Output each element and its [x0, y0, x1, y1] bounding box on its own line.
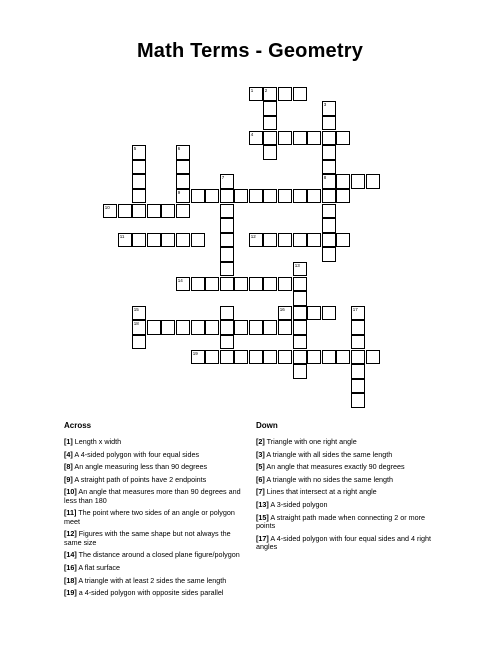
- grid-cell[interactable]: [278, 189, 293, 204]
- grid-cell[interactable]: [191, 277, 206, 292]
- grid-cell[interactable]: [336, 350, 351, 365]
- grid-cell[interactable]: [147, 320, 162, 335]
- clue-number-label: [17]: [256, 533, 269, 543]
- across-clue: [64, 564, 244, 572]
- clue-text: An angle that measures exactly 90 degrees: [264, 462, 405, 472]
- clue-number: 3: [323, 102, 327, 108]
- grid-cell[interactable]: [234, 320, 249, 335]
- clue-number: 8: [323, 175, 327, 181]
- grid-cell[interactable]: [220, 262, 235, 277]
- clue-number: 9: [177, 189, 181, 195]
- down-clue: [256, 463, 436, 471]
- grid-cell[interactable]: [351, 335, 366, 350]
- grid-cell[interactable]: [161, 320, 176, 335]
- grid-cell[interactable]: [322, 233, 337, 248]
- down-clue: [256, 451, 436, 459]
- across-clue: [64, 551, 244, 559]
- grid-cell[interactable]: [132, 160, 147, 175]
- clue-number: 1: [250, 87, 254, 93]
- grid-cell[interactable]: [307, 350, 322, 365]
- grid-cell[interactable]: [278, 87, 293, 102]
- clue-text: A 4-sided polygon with four equal sides and 4 right angles: [256, 533, 432, 551]
- clue-number: 18: [133, 321, 139, 327]
- grid-cell[interactable]: [249, 189, 264, 204]
- grid-cell[interactable]: [278, 131, 293, 146]
- grid-cell[interactable]: [293, 233, 308, 248]
- grid-cell[interactable]: [366, 174, 381, 189]
- clue-text: The distance around a closed plane figure/polygon: [76, 550, 240, 560]
- grid-cell[interactable]: [176, 174, 191, 189]
- grid-cell[interactable]: [132, 204, 147, 219]
- across-clue: [64, 451, 244, 459]
- grid-cell[interactable]: [263, 145, 278, 160]
- grid-cell[interactable]: [322, 116, 337, 131]
- clue-number: 13: [294, 262, 300, 268]
- grid-cell[interactable]: [191, 233, 206, 248]
- clue-number: 10: [104, 204, 110, 210]
- grid-cell[interactable]: [147, 233, 162, 248]
- grid-cell[interactable]: [278, 233, 293, 248]
- clue-text: A triangle with all sides the same length: [264, 449, 393, 459]
- grid-cell[interactable]: [336, 174, 351, 189]
- grid-cell[interactable]: [322, 306, 337, 321]
- grid-cell[interactable]: [220, 247, 235, 262]
- grid-cell[interactable]: [263, 87, 278, 102]
- down-clue: [256, 514, 436, 531]
- clue-number-label: [15]: [256, 512, 269, 522]
- grid-cell[interactable]: [293, 306, 308, 321]
- grid-cell[interactable]: [307, 233, 322, 248]
- grid-cell[interactable]: [263, 320, 278, 335]
- grid-cell[interactable]: [176, 277, 191, 292]
- grid-cell[interactable]: [351, 174, 366, 189]
- clue-text: A triangle with at least 2 sides the same length: [76, 575, 227, 585]
- grid-cell[interactable]: [263, 277, 278, 292]
- clue-text: a 4-sided polygon with opposite sides parallel: [76, 588, 224, 598]
- grid-cell[interactable]: [205, 350, 220, 365]
- grid-cell[interactable]: [220, 204, 235, 219]
- clue-text: A straight path of points have 2 endpoints: [72, 474, 207, 484]
- grid-cell[interactable]: [220, 335, 235, 350]
- grid-cell[interactable]: [263, 189, 278, 204]
- grid-cell[interactable]: [234, 350, 249, 365]
- clue-number: 12: [250, 233, 256, 239]
- grid-cell[interactable]: [118, 233, 133, 248]
- grid-cell[interactable]: [191, 320, 206, 335]
- grid-cell[interactable]: [322, 174, 337, 189]
- grid-cell[interactable]: [322, 160, 337, 175]
- grid-cell[interactable]: [205, 320, 220, 335]
- across-clue: [64, 476, 244, 484]
- grid-cell[interactable]: [278, 320, 293, 335]
- grid-cell[interactable]: [307, 306, 322, 321]
- grid-cell[interactable]: [220, 320, 235, 335]
- clue-number-label: [16]: [64, 562, 77, 572]
- clue-number-label: [11]: [64, 508, 77, 518]
- clue-text: An angle measuring less than 90 degrees: [72, 462, 208, 472]
- grid-cell[interactable]: [293, 350, 308, 365]
- grid-cell[interactable]: [263, 116, 278, 131]
- across-clue: [64, 509, 244, 526]
- grid-cell[interactable]: [220, 174, 235, 189]
- clue-text: A flat surface: [76, 562, 120, 572]
- grid-cell[interactable]: [278, 277, 293, 292]
- clue-text: Figures with the same shape but not always the same size: [64, 529, 231, 547]
- grid-cell[interactable]: [278, 350, 293, 365]
- grid-cell[interactable]: [132, 145, 147, 160]
- grid-cell[interactable]: [336, 233, 351, 248]
- grid-cell[interactable]: [322, 218, 337, 233]
- grid-cell[interactable]: [293, 131, 308, 146]
- clue-number: 6: [177, 146, 181, 152]
- clue-text: A 3-sided polygon: [268, 499, 328, 509]
- grid-cell[interactable]: [293, 189, 308, 204]
- clue-number-label: [7]: [256, 487, 265, 497]
- grid-cell[interactable]: [263, 350, 278, 365]
- clue-text: A 4-sided polygon with four equal sides: [72, 449, 200, 459]
- down-clue: [256, 476, 436, 484]
- across-clue: [64, 589, 244, 597]
- down-clue-list: [256, 438, 436, 556]
- down-clue: [256, 535, 436, 552]
- across-heading: Across: [64, 421, 92, 430]
- grid-cell[interactable]: [351, 306, 366, 321]
- grid-cell[interactable]: [293, 87, 308, 102]
- grid-cell[interactable]: [220, 306, 235, 321]
- grid-cell[interactable]: [249, 87, 264, 102]
- grid-cell[interactable]: [249, 131, 264, 146]
- grid-cell[interactable]: [191, 189, 206, 204]
- grid-cell[interactable]: [176, 233, 191, 248]
- clue-text: An angle that measures more than 90 degrees and less than 180: [64, 487, 241, 505]
- grid-cell[interactable]: [103, 204, 118, 219]
- grid-cell[interactable]: [249, 320, 264, 335]
- grid-cell[interactable]: [132, 189, 147, 204]
- clue-number-label: [6]: [256, 474, 265, 484]
- across-clue: [64, 463, 244, 471]
- across-clue: [64, 488, 244, 505]
- grid-cell[interactable]: [220, 218, 235, 233]
- across-clue: [64, 530, 244, 547]
- clue-number: 19: [192, 350, 198, 356]
- clue-number: 4: [250, 131, 254, 137]
- grid-cell[interactable]: [132, 174, 147, 189]
- clue-text: A triangle with no sides the same length: [264, 474, 394, 484]
- grid-cell[interactable]: [249, 350, 264, 365]
- clue-number-label: [18]: [64, 575, 77, 585]
- clue-number: 17: [352, 306, 358, 312]
- grid-cell[interactable]: [336, 131, 351, 146]
- clue-number-label: [12]: [64, 529, 77, 539]
- grid-cell[interactable]: [220, 189, 235, 204]
- clue-text: Lines that intersect at a right angle: [264, 487, 377, 497]
- grid-cell[interactable]: [191, 350, 206, 365]
- across-clue: [64, 438, 244, 446]
- clue-number-label: [2]: [256, 437, 265, 446]
- grid-cell[interactable]: [278, 306, 293, 321]
- clue-text: Length x width: [72, 437, 122, 446]
- grid-cell[interactable]: [176, 145, 191, 160]
- down-clue: [256, 438, 436, 446]
- grid-cell[interactable]: [263, 101, 278, 116]
- down-heading: Down: [256, 421, 278, 430]
- grid-cell[interactable]: [322, 189, 337, 204]
- grid-cell[interactable]: [293, 291, 308, 306]
- clue-number: 15: [133, 306, 139, 312]
- grid-cell[interactable]: [234, 189, 249, 204]
- grid-cell[interactable]: [132, 233, 147, 248]
- across-clue-list: [64, 438, 244, 602]
- down-clue: [256, 488, 436, 496]
- grid-cell[interactable]: [322, 131, 337, 146]
- grid-cell[interactable]: [351, 364, 366, 379]
- grid-cell[interactable]: [366, 350, 381, 365]
- grid-cell[interactable]: [176, 189, 191, 204]
- grid-cell[interactable]: [307, 131, 322, 146]
- grid-cell[interactable]: [176, 160, 191, 175]
- grid-cell[interactable]: [205, 277, 220, 292]
- clue-number-label: [14]: [64, 550, 77, 560]
- grid-cell[interactable]: [322, 101, 337, 116]
- grid-cell[interactable]: [263, 233, 278, 248]
- grid-cell[interactable]: [351, 320, 366, 335]
- grid-cell[interactable]: [351, 393, 366, 408]
- clue-text: The point where two sides of an angle or polygon meet: [64, 508, 235, 526]
- grid-cell[interactable]: [322, 247, 337, 262]
- grid-cell[interactable]: [176, 320, 191, 335]
- down-clue: [256, 501, 436, 509]
- grid-cell[interactable]: [351, 350, 366, 365]
- grid-cell[interactable]: [220, 350, 235, 365]
- across-clue: [64, 577, 244, 585]
- grid-cell[interactable]: [161, 204, 176, 219]
- grid-cell[interactable]: [249, 277, 264, 292]
- grid-cell[interactable]: [147, 204, 162, 219]
- clue-number-label: [4]: [64, 449, 73, 459]
- grid-cell[interactable]: [118, 204, 133, 219]
- clue-text: A straight path made when connecting 2 or more points: [256, 512, 426, 530]
- grid-cell[interactable]: [263, 131, 278, 146]
- clue-number: 5: [133, 146, 137, 152]
- clue-number-label: [3]: [256, 449, 265, 459]
- clue-text: Triangle with one right angle: [264, 437, 357, 446]
- grid-cell[interactable]: [161, 233, 176, 248]
- grid-cell[interactable]: [293, 277, 308, 292]
- grid-cell[interactable]: [220, 277, 235, 292]
- clue-number-label: [19]: [64, 588, 77, 598]
- grid-cell[interactable]: [307, 189, 322, 204]
- clue-number-label: [10]: [64, 487, 77, 497]
- clue-number: 11: [119, 233, 125, 239]
- grid-cell[interactable]: [220, 233, 235, 248]
- clue-number: 2: [264, 87, 268, 93]
- grid-cell[interactable]: [132, 306, 147, 321]
- grid-cell[interactable]: [336, 189, 351, 204]
- grid-cell[interactable]: [205, 189, 220, 204]
- grid-cell[interactable]: [293, 262, 308, 277]
- page-title: Math Terms - Geometry: [136, 40, 364, 62]
- grid-cell[interactable]: [132, 335, 147, 350]
- clue-number-label: [9]: [64, 474, 73, 484]
- grid-cell[interactable]: [249, 233, 264, 248]
- grid-cell[interactable]: [351, 379, 366, 394]
- grid-cell[interactable]: [293, 364, 308, 379]
- clue-number: 16: [279, 306, 285, 312]
- grid-cell[interactable]: [234, 277, 249, 292]
- grid-cell[interactable]: [176, 204, 191, 219]
- grid-cell[interactable]: [293, 320, 308, 335]
- clue-number: 7: [221, 175, 225, 181]
- clue-number: 14: [177, 277, 183, 283]
- clue-number-label: [8]: [64, 462, 73, 472]
- grid-cell[interactable]: [293, 335, 308, 350]
- clue-number-label: [5]: [256, 462, 265, 472]
- grid-cell[interactable]: [132, 320, 147, 335]
- clue-number-label: [13]: [256, 499, 269, 509]
- grid-cell[interactable]: [322, 204, 337, 219]
- grid-cell[interactable]: [322, 145, 337, 160]
- grid-cell[interactable]: [322, 350, 337, 365]
- clue-number-label: [1]: [64, 437, 73, 446]
